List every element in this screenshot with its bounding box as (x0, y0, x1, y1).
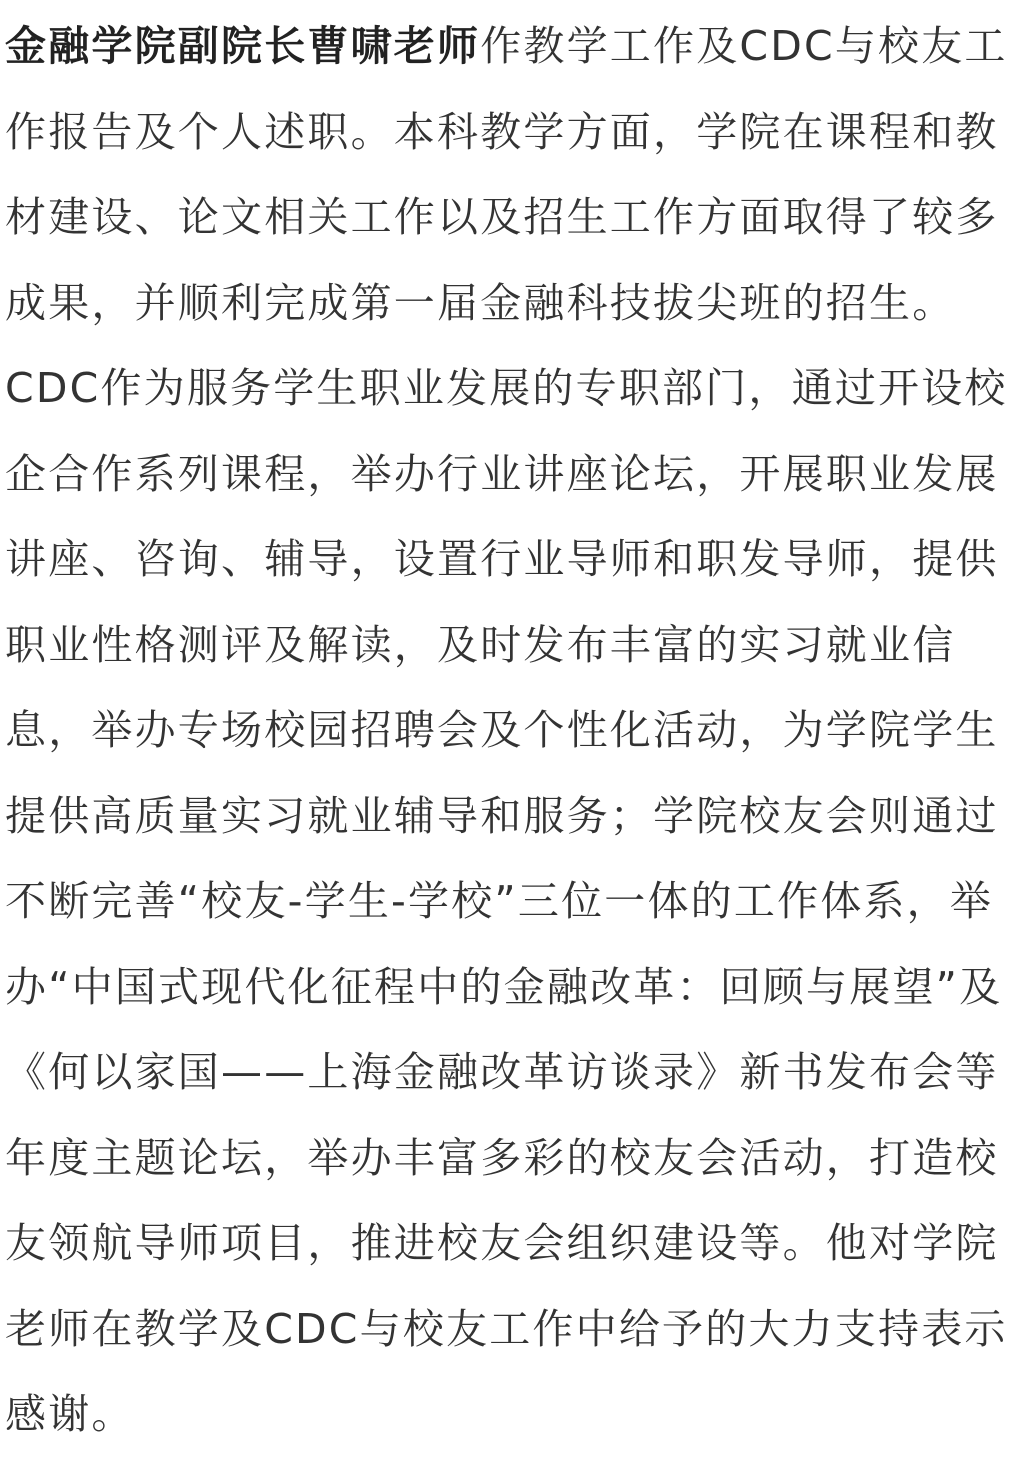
text-line-6: 企合作系列课程，举办行业讲座论坛，开展职业发展 (5, 449, 999, 498)
text-line-15: 友领航导师项目，推进校友会组织建设等。他对学院 (5, 1219, 999, 1267)
text-line-17: 感谢。 (5, 1390, 135, 1438)
text-line-10: 提供高质量实习就业辅导和服务；学院校友会则通过 (5, 791, 999, 840)
text-line-5: CDC作为服务学生职业发展的专职部门，通过开设校 (5, 364, 1008, 412)
text-line-14: 年度主题论坛，举办丰富多彩的校友会活动，打造校 (5, 1133, 999, 1182)
text-line-9: 息，举办专场校园招聘会及个性化活动，为学院学生 (5, 706, 999, 754)
text-line-1-rest: 作教学工作及CDC与校友工 (480, 22, 1008, 70)
text-line-1 (5, 4, 1032, 90)
paragraph (5, 4, 1032, 1458)
text-line-3: 材建设、论文相关工作以及招生工作方面取得了较多 (5, 193, 999, 241)
text-line-7: 讲座、咨询、辅导，设置行业导师和职发导师，提供 (5, 535, 999, 583)
text-line-12: 办“中国式现代化征程中的金融改革：回顾与展望”及 (5, 962, 1003, 1011)
text-line-8: 职业性格测评及解读，及时发布丰富的实习就业信 (5, 620, 956, 669)
text-line-16: 老师在教学及CDC与校友工作中给予的大力支持表示 (5, 1304, 1008, 1353)
text-line-13: 《何以家国——上海金融改革访谈录》新书发布会等 (5, 1048, 999, 1096)
text-line-11: 不断完善“校友-学生-学校”三位一体的工作体系，举 (5, 877, 994, 925)
text-line-2: 作报告及个人述职。本科教学方面，学院在课程和教 (5, 107, 999, 156)
speaker-name: 金融学院副院长曹啸老师 (5, 22, 481, 70)
text-line-4: 成果，并顺利完成第一届金融科技拔尖班的招生。 (5, 278, 956, 327)
